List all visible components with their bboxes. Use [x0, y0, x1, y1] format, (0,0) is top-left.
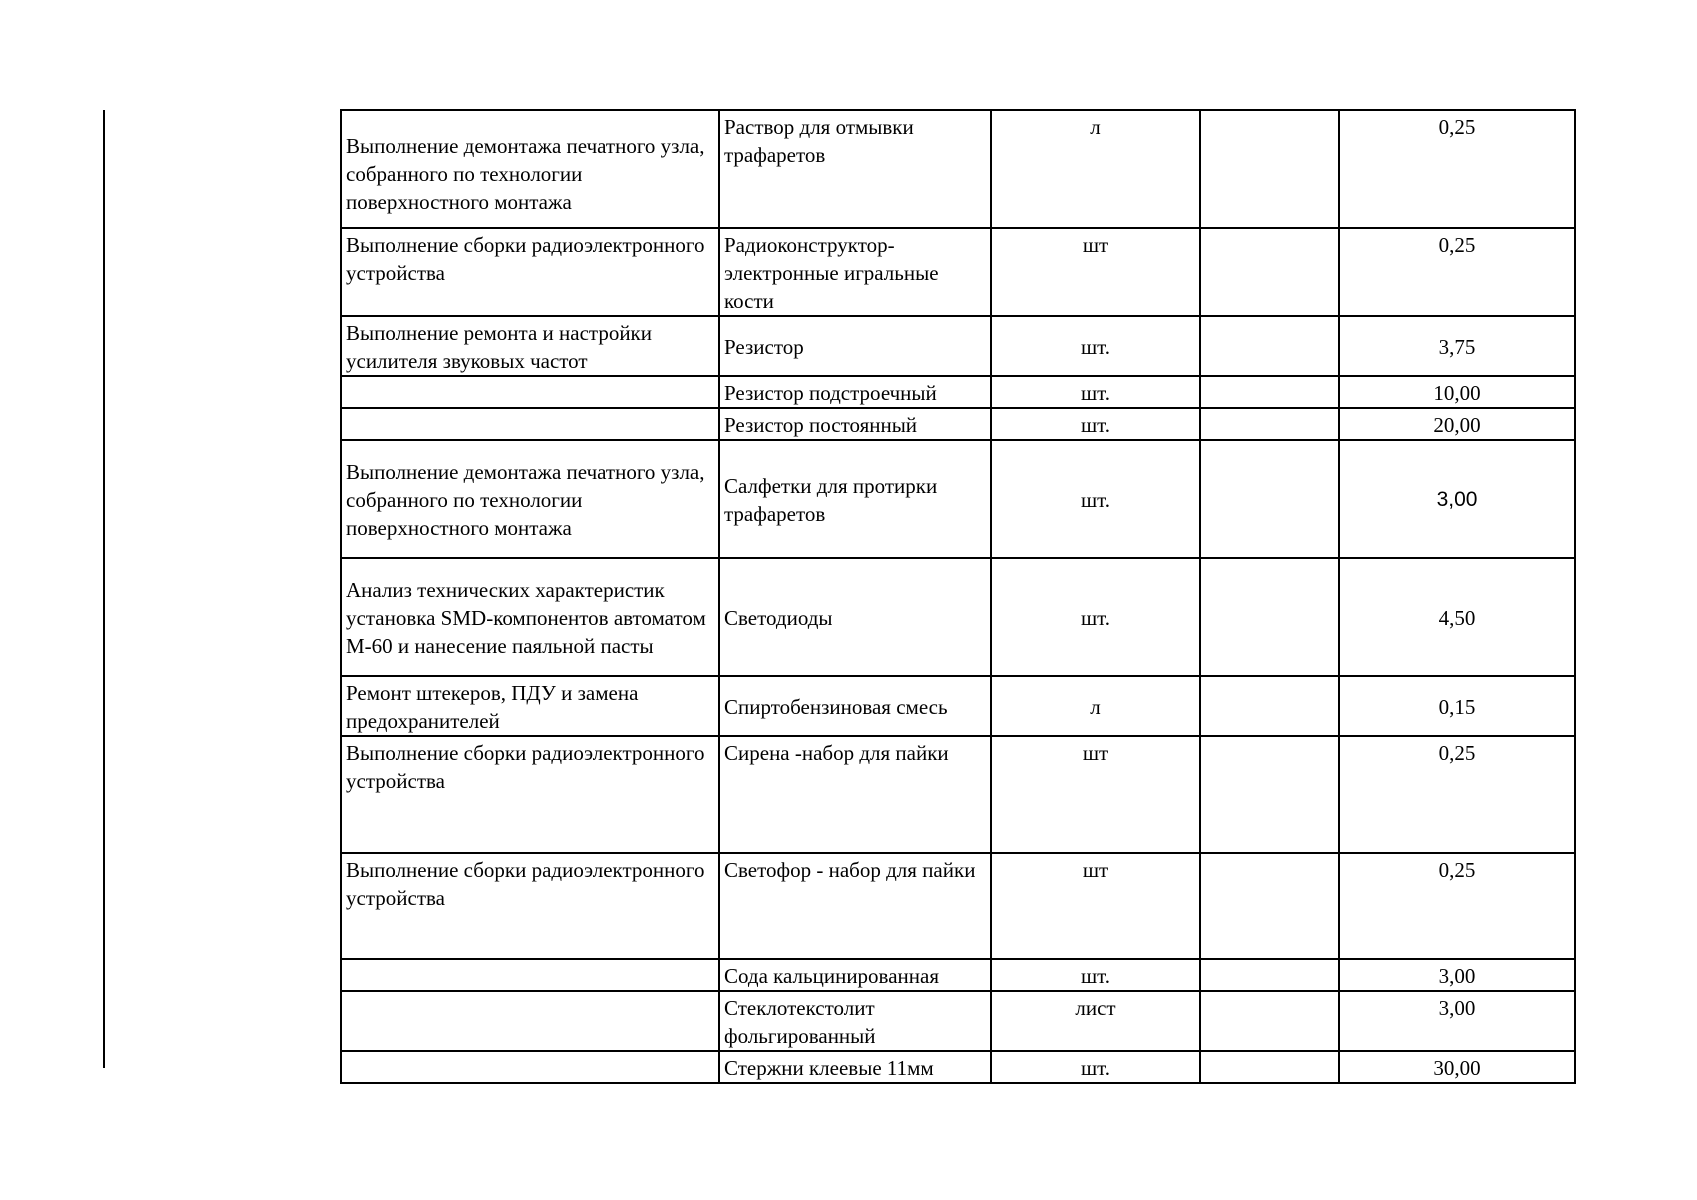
work-cell: Ремонт штекеров, ПДУ и замена предохранителей [341, 676, 719, 736]
work-cell [341, 959, 719, 991]
qty-cell: 0,25 [1339, 110, 1575, 228]
empty-cell [1200, 558, 1339, 676]
unit-cell: л [991, 110, 1200, 228]
empty-cell [1200, 316, 1339, 376]
table-row [341, 991, 1575, 1051]
unit-cell: шт. [991, 1051, 1200, 1083]
unit-cell: лист [991, 991, 1200, 1051]
qty-cell: 3,00 [1339, 440, 1575, 558]
table-row [341, 376, 1575, 408]
unit-cell: шт [991, 853, 1200, 959]
qty-cell: 0,25 [1339, 736, 1575, 853]
qty-cell: 0,15 [1339, 676, 1575, 736]
unit-cell: шт. [991, 558, 1200, 676]
material-cell: Светофор - набор для пайки [719, 853, 991, 959]
qty-cell: 3,00 [1339, 991, 1575, 1051]
material-cell: Сода кальцинированная [719, 959, 991, 991]
unit-cell: шт [991, 736, 1200, 853]
empty-cell [1200, 1051, 1339, 1083]
material-cell: Салфетки для протирки трафаретов [719, 440, 991, 558]
material-cell: Резистор [719, 316, 991, 376]
work-cell [341, 408, 719, 440]
empty-cell [1200, 376, 1339, 408]
work-cell: Выполнение демонтажа печатного узла, собранного по технологии поверхностного монтажа [341, 440, 719, 558]
table-row [341, 228, 1575, 316]
material-cell: Раствор для отмывки трафаретов [719, 110, 991, 228]
empty-cell [1200, 736, 1339, 853]
work-cell: Анализ технических характеристик установка SMD-компонентов автоматом М-60 и нанесение паяльной пасты [341, 558, 719, 676]
qty-cell: 0,25 [1339, 853, 1575, 959]
qty-cell: 4,50 [1339, 558, 1575, 676]
unit-cell: шт. [991, 959, 1200, 991]
work-cell: Выполнение сборки радиоэлектронного устройства [341, 853, 719, 959]
work-cell [341, 1051, 719, 1083]
table-row [341, 853, 1575, 959]
table-row [341, 558, 1575, 676]
table-row [341, 408, 1575, 440]
unit-cell: шт [991, 228, 1200, 316]
work-cell: Выполнение ремонта и настройки усилителя звуковых частот [341, 316, 719, 376]
unit-cell: л [991, 676, 1200, 736]
qty-cell: 3,75 [1339, 316, 1575, 376]
material-cell: Радиоконструктор-электронные игральные кости [719, 228, 991, 316]
material-cell: Светодиоды [719, 558, 991, 676]
material-cell: Резистор подстроечный [719, 376, 991, 408]
unit-cell: шт. [991, 316, 1200, 376]
table-row [341, 110, 1575, 228]
work-cell: Выполнение демонтажа печатного узла, собранного по технологии поверхностного монтажа [341, 110, 719, 228]
material-cell: Спиртобензиновая смесь [719, 676, 991, 736]
work-cell [341, 376, 719, 408]
material-cell: Сирена -набор для пайки [719, 736, 991, 853]
qty-cell: 10,00 [1339, 376, 1575, 408]
table-row [341, 736, 1575, 853]
table-row [341, 959, 1575, 991]
qty-cell: 3,00 [1339, 959, 1575, 991]
empty-cell [1200, 991, 1339, 1051]
work-cell [341, 991, 719, 1051]
unit-cell: шт. [991, 408, 1200, 440]
unit-cell: шт. [991, 440, 1200, 558]
empty-cell [1200, 676, 1339, 736]
empty-cell [1200, 110, 1339, 228]
work-cell: Выполнение сборки радиоэлектронного устройства [341, 228, 719, 316]
qty-cell: 0,25 [1339, 228, 1575, 316]
empty-cell [1200, 228, 1339, 316]
empty-cell [1200, 440, 1339, 558]
page-margin-line [103, 110, 105, 1068]
work-cell: Выполнение сборки радиоэлектронного устройства [341, 736, 719, 853]
empty-cell [1200, 853, 1339, 959]
materials-table [340, 109, 1576, 1084]
qty-cell: 20,00 [1339, 408, 1575, 440]
table-row [341, 316, 1575, 376]
material-cell: Стеклотекстолит фольгированный [719, 991, 991, 1051]
table-row [341, 440, 1575, 558]
material-cell: Стержни клеевые 11мм [719, 1051, 991, 1083]
empty-cell [1200, 408, 1339, 440]
empty-cell [1200, 959, 1339, 991]
table-row [341, 1051, 1575, 1083]
material-cell: Резистор постоянный [719, 408, 991, 440]
qty-cell: 30,00 [1339, 1051, 1575, 1083]
table-row [341, 676, 1575, 736]
unit-cell: шт. [991, 376, 1200, 408]
